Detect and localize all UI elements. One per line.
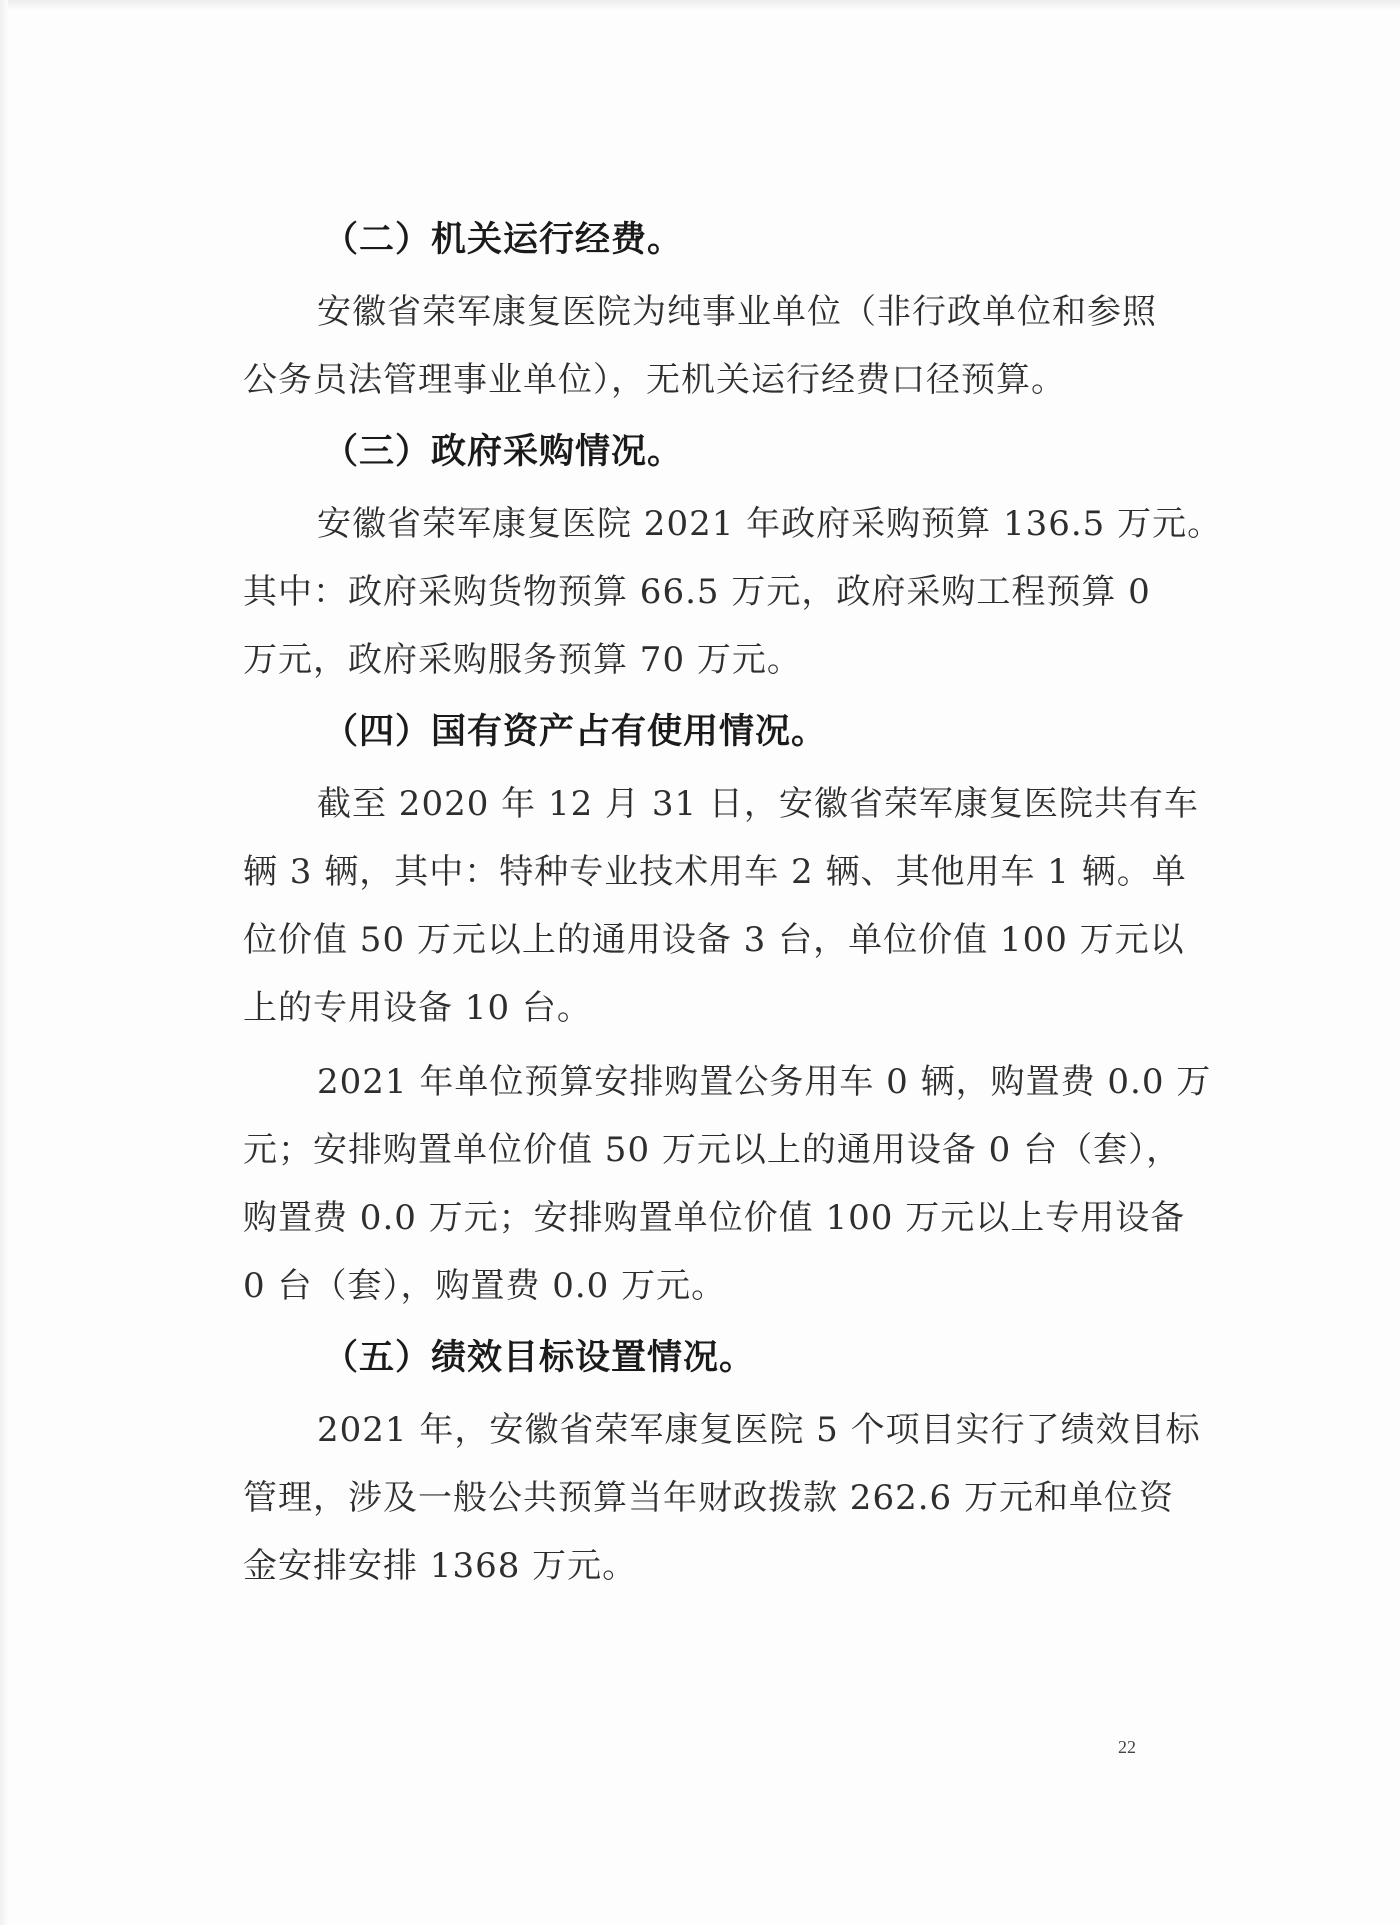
paragraph-performance-targets <box>243 1396 1201 1600</box>
text-line: 2021 年单位预算安排购置公务用车 0 辆，购置费 0.0 万 <box>317 1062 1212 1102</box>
section-heading-state-assets: （四）国有资产占有使用情况。 <box>323 712 828 752</box>
text-line: 购置费 0.0 万元；安排购置单位价值 100 万元以上专用设备 <box>243 1198 1186 1238</box>
text-line: 金安排安排 1368 万元。 <box>243 1546 638 1586</box>
paragraph-state-assets-holdings <box>243 770 1199 1042</box>
text-line: 元；安排购置单位价值 50 万元以上的通用设备 0 台（套）， <box>243 1130 1182 1170</box>
text-line: 公务员法管理事业单位），无机关运行经费口径预算。 <box>243 360 1066 400</box>
document-body <box>243 208 1223 1606</box>
scan-edge-top <box>0 0 1400 10</box>
section-heading-government-procurement: （三）政府采购情况。 <box>323 432 684 472</box>
page-number: 22 <box>1118 1737 1136 1757</box>
text-line: 2021 年，安徽省荣军康复医院 5 个项目实行了绩效目标 <box>317 1410 1201 1450</box>
text-line: 其中：政府采购货物预算 66.5 万元，政府采购工程预算 0 <box>243 572 1151 612</box>
text-line: 截至 2020 年 12 月 31 日，安徽省荣军康复医院共有车 <box>317 784 1199 824</box>
text-line: 管理，涉及一般公共预算当年财政拨款 262.6 万元和单位资 <box>243 1478 1174 1518</box>
text-line: 辆 3 辆，其中：特种专业技术用车 2 辆、其他用车 1 辆。单 <box>243 852 1187 892</box>
section-heading-performance-targets: （五）绩效目标设置情况。 <box>323 1338 756 1378</box>
paragraph-operating-expenses <box>243 278 1163 414</box>
text-line: 0 台（套），购置费 0.0 万元。 <box>243 1266 727 1306</box>
text-line: 位价值 50 万元以上的通用设备 3 台，单位价值 100 万元以 <box>243 920 1185 960</box>
text-line: 安徽省荣军康复医院 2021 年政府采购预算 136.5 万元。 <box>317 504 1223 544</box>
scan-edge-left <box>0 0 8 1925</box>
text-line: 万元，政府采购服务预算 70 万元。 <box>243 640 802 680</box>
text-line: 上的专用设备 10 台。 <box>243 988 592 1028</box>
paragraph-state-assets-purchases <box>243 1048 1212 1320</box>
paragraph-government-procurement <box>243 490 1223 694</box>
text-line: 安徽省荣军康复医院为纯事业单位（非行政单位和参照 <box>317 292 1157 332</box>
section-heading-operating-expenses: （二）机关运行经费。 <box>323 220 684 260</box>
